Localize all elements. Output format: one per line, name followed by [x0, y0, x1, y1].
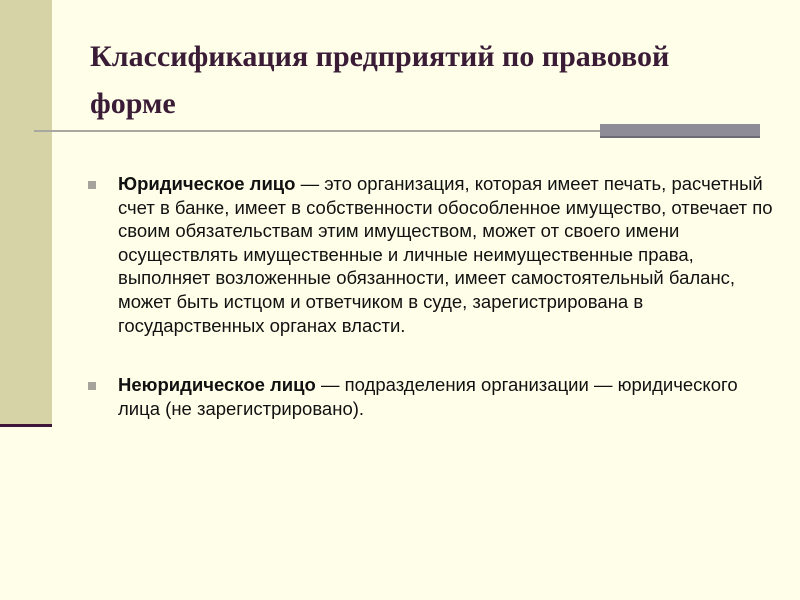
side-decor-band-edge [0, 424, 52, 427]
title-accent-bar-shadow [600, 136, 760, 138]
bullet-list [88, 172, 778, 456]
bullet-term: Неюридическое лицо [118, 374, 316, 396]
slide-title: Классификация предприятий по правовой форме [90, 40, 670, 120]
square-bullet-icon [88, 181, 96, 189]
bullet-text: — это организация, которая имеет печать, расчетный счет в банке, имеет в собственности обособленное имущество, отвечает по своим обязательствам этим имуществом, может от своего имени осуществлять имущественные и личные неимущественные права, выполняет возложенные обязанности, имеет самостоятельный баланс, может быть истцом и ответчиком в суде, зарегистрирована в государственных органах власти. [118, 173, 773, 336]
title-divider-line [34, 130, 600, 132]
square-bullet-icon [88, 382, 96, 390]
bullet-term: Юридическое лицо [118, 173, 296, 194]
bullet-item-legal-entity [88, 172, 778, 337]
bullet-item-non-legal-entity [88, 373, 778, 420]
side-decor-band [0, 0, 52, 425]
bullet-text: — подразделения организации — юридического лица (не зарегистрировано). [118, 374, 738, 419]
